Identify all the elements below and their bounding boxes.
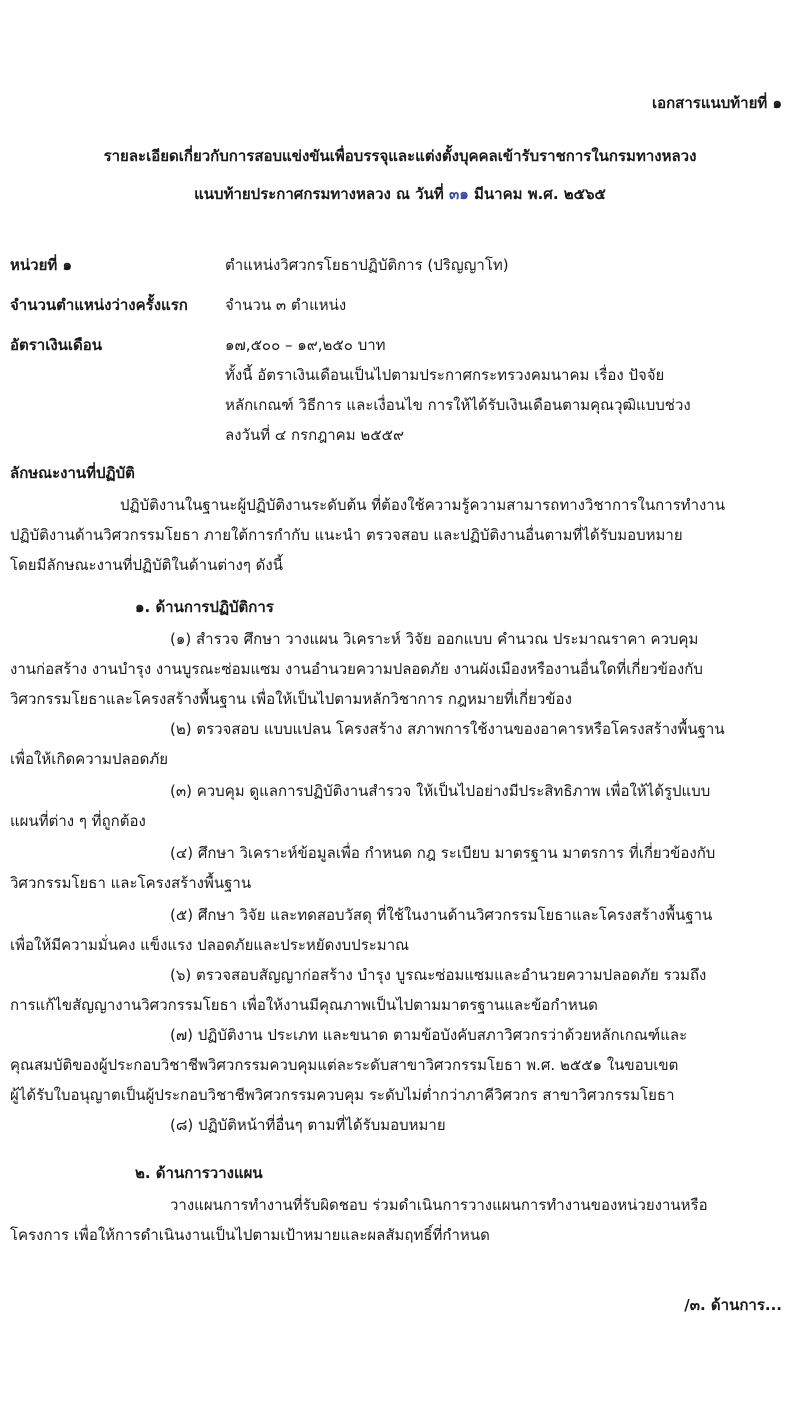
section-1-item-line: งานก่อสร้าง งานบำรุง งานบูรณะซ่อมแซม งานอำนวยความปลอดภัย งานผังเมืองหรืองานอื่นใดที่เกี่ยวข้องกับ [10,660,703,678]
title-line-2-prefix: แนบท้ายประกาศกรมทางหลวง ณ วันที่ [194,185,444,203]
section-1-item-line: (๗) ปฏิบัติงาน ประเภท และขนาด ตามข้อบังคับสภาวิศวกรว่าด้วยหลักเกณฑ์และ [170,1026,688,1044]
section-1-item-line: แผนที่ต่าง ๆ ที่ถูกต้อง [10,812,146,830]
vacancy-value: จำนวน ๓ ตำแหน่ง [225,296,347,314]
annex-label: เอกสารแนบท้ายที่ ๑ [651,94,782,112]
section-1-item-line: เพื่อให้เกิดความปลอดภัย [10,750,169,768]
section-1-item-line: (๒) ตรวจสอบ แบบแปลน โครงสร้าง สภาพการใช้งานของอาคารหรือโครงสร้างพื้นฐาน [170,720,725,738]
title-line-2 [0,183,800,205]
job-heading: ลักษณะงานที่ปฏิบัติ [10,464,135,482]
section-1-item-line: (๘) ปฏิบัติหน้าที่อื่นๆ ตามที่ได้รับมอบหมาย [170,1116,446,1134]
continuation-marker: /๓. ด้านการ... [684,1296,782,1314]
job-intro-line: โดยมีลักษณะงานที่ปฏิบัติในด้านต่างๆ ดังนี้ [10,556,283,574]
section-1-item-line: (๓) ควบคุม ดูแลการปฏิบัติงานสำรวจ ให้เป็นไปอย่างมีประสิทธิภาพ เพื่อให้ได้รูปแบบ [170,782,711,800]
section-1-item-line: (๔) ศึกษา วิเคราะห์ข้อมูลเพื่อ กำหนด กฎ ระเบียบ มาตรฐาน มาตรการ ที่เกี่ยวข้องกับ [170,844,716,862]
section-1-heading: ๑. ด้านการปฏิบัติการ [135,598,274,616]
section-1-item-line: (๑) สำรวจ ศึกษา วางแผน วิเคราะห์ วิจัย ออกแบบ คำนวณ ประมาณราคา ควบคุม [170,630,699,648]
title-line-2-day: ๓๑ [448,185,469,203]
section-1-item-line: ผู้ได้รับใบอนุญาตเป็นผู้ประกอบวิชาชีพวิศวกรรมควบคุม ระดับไม่ต่ำกว่าภาคีวิศวกร สาขาวิศวกรรมโยธา [10,1086,675,1104]
section-1-item-line: เพื่อให้มีความมั่นคง แข็งแรง ปลอดภัยและประหยัดงบประมาณ [10,936,410,954]
vacancy-label: จำนวนตำแหน่งว่างครั้งแรก [10,296,188,314]
salary-note-line: หลักเกณฑ์ วิธีการ และเงื่อนไข การให้ได้รับเงินเดือนตามคุณวุฒิแบบช่วง [225,396,691,414]
job-intro-line: ปฏิบัติงานด้านวิศวกรรมโยธา ภายใต้การกำกับ แนะนำ ตรวจสอบ และปฏิบัติงานอื่นตามที่ได้รับมอบหมาย [10,526,683,544]
section-2-text-line: โครงการ เพื่อให้การดำเนินงานเป็นไปตามเป้าหมายและผลสัมฤทธิ์ที่กำหนด [10,1226,490,1244]
title-line-1: รายละเอียดเกี่ยวกับการสอบแข่งขันเพื่อบรรจุและแต่งตั้งบุคคลเข้ารับราชการในกรมทางหลวง [103,147,697,165]
section-2-heading: ๒. ด้านการวางแผน [135,1164,263,1182]
section-1-item-line: การแก้ไขสัญญางานวิศวกรรมโยธา เพื่อให้งานมีคุณภาพเป็นไปตามมาตรฐานและข้อกำหนด [10,996,598,1014]
salary-note-line: ทั้งนี้ อัตราเงินเดือนเป็นไปตามประกาศกระทรวงคมนาคม เรื่อง ปัจจัย [225,366,665,384]
section-1-item-line: วิศวกรรมโยธาและโครงสร้างพื้นฐาน เพื่อให้เป็นไปตามหลักวิชาการ กฎหมายที่เกี่ยวข้อง [10,690,572,708]
unit-value: ตำแหน่งวิศวกรโยธาปฏิบัติการ (ปริญญาโท) [225,256,509,274]
section-1-item-line: (๖) ตรวจสอบสัญญาก่อสร้าง บำรุง บูรณะซ่อมแซมและอำนวยความปลอดภัย รวมถึง [170,966,707,984]
section-1-item-line: (๕) ศึกษา วิจัย และทดสอบวัสดุ ที่ใช้ในงานด้านวิศวกรรมโยธาและโครงสร้างพื้นฐาน [170,906,713,924]
title-line-2-suffix: มีนาคม พ.ศ. ๒๕๖๕ [474,185,606,203]
salary-note-line: ลงวันที่ ๔ กรกฎาคม ๒๕๕๙ [225,426,404,444]
salary-label: อัตราเงินเดือน [10,336,103,354]
section-2-text-line: วางแผนการทำงานที่รับผิดชอบ ร่วมดำเนินการวางแผนการทำงานของหน่วยงานหรือ [170,1196,708,1214]
salary-value: ๑๗,๕๐๐ – ๑๙,๒๕๐ บาท [225,336,386,354]
section-1-item-line: คุณสมบัติของผู้ประกอบวิชาชีพวิศวกรรมควบคุมแต่ละระดับสาขาวิศวกรรมโยธา พ.ศ. ๒๕๕๑ ในขอบเขต [10,1056,679,1074]
unit-label: หน่วยที่ ๑ [10,256,72,274]
section-1-item-line: วิศวกรรมโยธา และโครงสร้างพื้นฐาน [10,874,252,892]
job-intro-line: ปฏิบัติงานในฐานะผู้ปฏิบัติงานระดับต้น ที่ต้องใช้ความรู้ความสามารถทางวิชาการในการทำงาน [120,496,725,514]
